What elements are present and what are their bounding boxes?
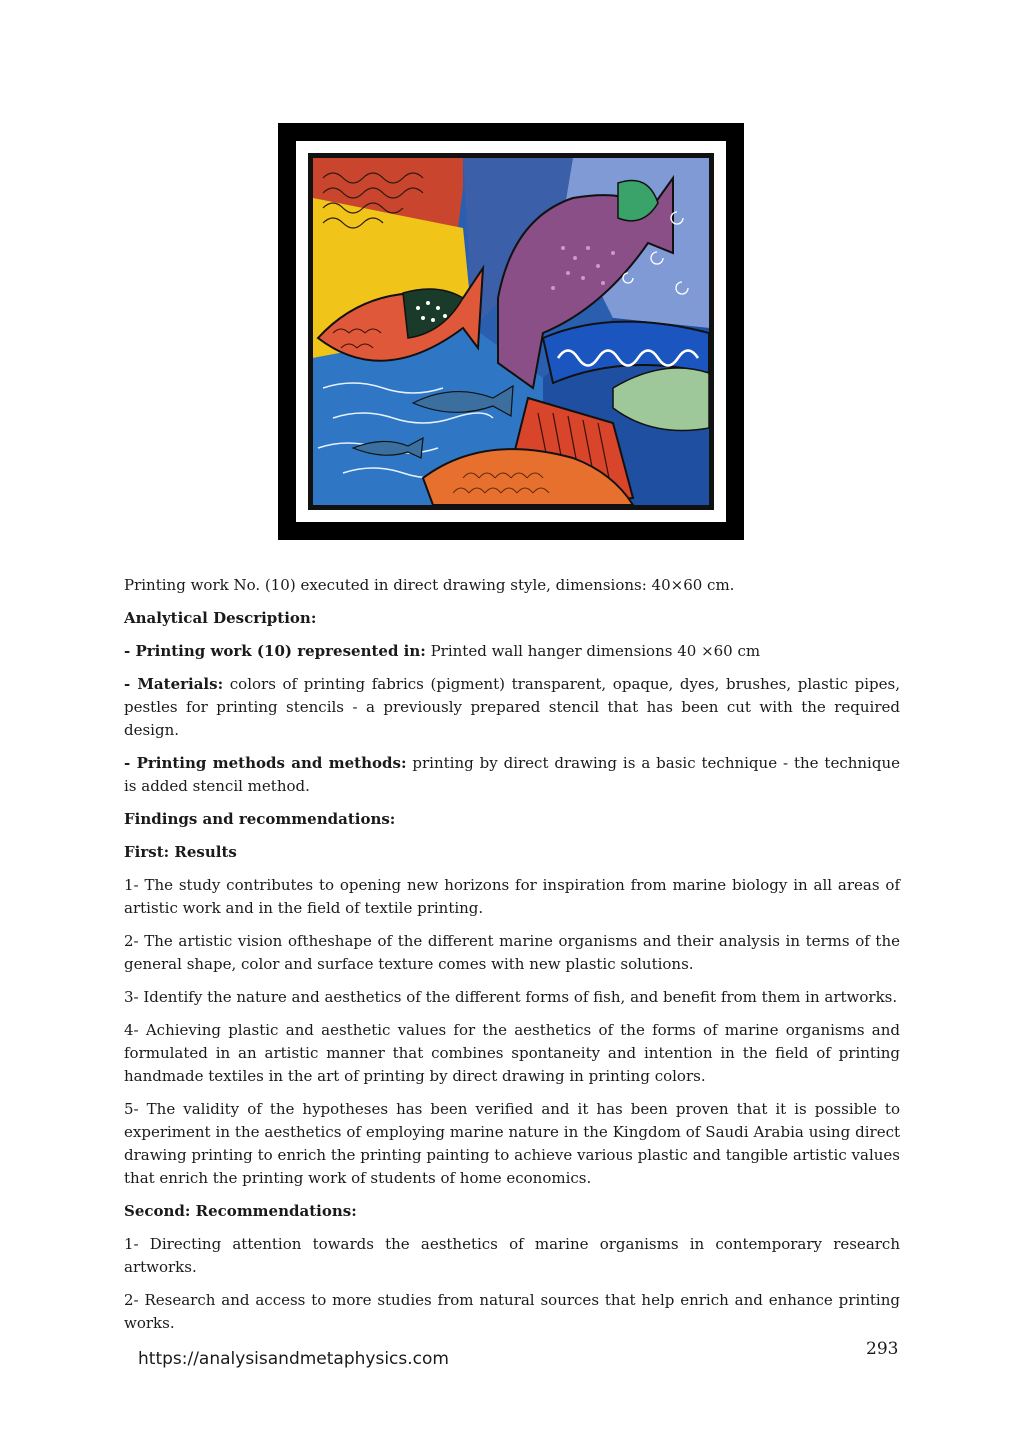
- artwork-painting: [308, 153, 714, 510]
- footer-url-link[interactable]: https://analysisandmetaphysics.com: [138, 1349, 449, 1369]
- artwork-mat: [296, 141, 726, 522]
- figure-caption: Printing work No. (10) executed in direct drawing style, dimensions: 40×60 cm.: [124, 576, 735, 594]
- result-item: 4- Achieving plastic and aesthetic values for the aesthetics of the forms of marine organisms and formulated in an artistic manner that combines spontaneity and intention in the field of printing handmade textiles in the art of printing by direct drawing in printing colors.: [124, 1021, 900, 1085]
- recommendations-heading: Second: Recommendations:: [124, 1202, 357, 1220]
- recommendation-item: 2- Research and access to more studies from natural sources that help enrich and enhance printing works.: [124, 1291, 900, 1332]
- methods-paragraph: [124, 752, 900, 798]
- represented-paragraph: [124, 640, 900, 663]
- result-item: 1- The study contributes to opening new horizons for inspiration from marine biology in all areas of artistic work and in the field of textile printing.: [124, 876, 900, 917]
- materials-text: colors of printing fabrics (pigment) transparent, opaque, dyes, brushes, plastic pipes, pestles for printing stencils - a previously prepared stencil that has been cut with the required design.: [124, 675, 900, 739]
- findings-heading: Findings and recommendations:: [124, 810, 396, 828]
- recommendation-item: 1- Directing attention towards the aesthetics of marine organisms in contemporary research artworks.: [124, 1235, 900, 1276]
- result-item: 3- Identify the nature and aesthetics of the different forms of fish, and benefit from them in artworks.: [124, 988, 898, 1006]
- artwork-figure-frame: [278, 123, 744, 540]
- page-number: 293: [866, 1339, 899, 1359]
- result-item: 2- The artistic vision oftheshape of the different marine organisms and their analysis in terms of the general shape, color and surface texture comes with new plastic solutions.: [124, 932, 900, 973]
- methods-label: - Printing methods and methods:: [124, 754, 407, 772]
- body-text: [124, 574, 900, 1345]
- represented-label: - Printing work (10) represented in:: [124, 642, 426, 660]
- results-heading: First: Results: [124, 843, 237, 861]
- methods-text: printing by direct drawing is a basic technique - the technique is added stencil method.: [124, 754, 900, 795]
- result-item: 5- The validity of the hypotheses has been verified and it has been proven that it is possible to experiment in the aesthetics of employing marine nature in the Kingdom of Saudi Arabia using direct drawing printing to enrich the printing painting to achieve various plastic and tangible artistic values that enrich the printing work of students of home economics.: [124, 1100, 900, 1187]
- materials-paragraph: [124, 673, 900, 742]
- analytical-description-heading: Analytical Description:: [124, 609, 317, 627]
- materials-label: - Materials:: [124, 675, 224, 693]
- painting-image: [313, 158, 709, 505]
- represented-text: Printed wall hanger dimensions 40 ×60 cm: [425, 642, 761, 660]
